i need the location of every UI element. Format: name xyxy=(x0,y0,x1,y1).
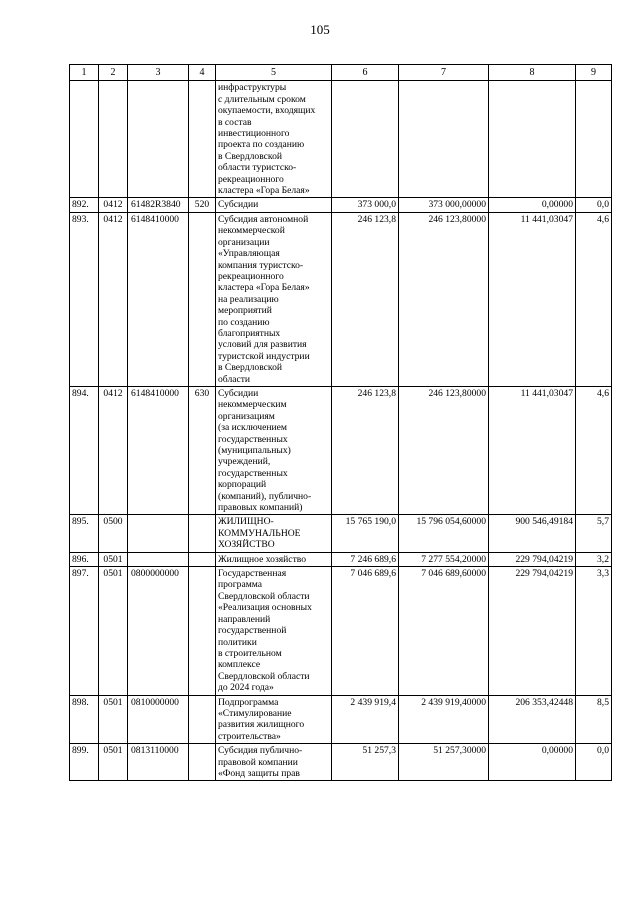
expense-type-code: 630 xyxy=(189,386,216,514)
item-name: Подпрограмма «Стимулирование развития жилищного строительства» xyxy=(216,695,332,744)
plan-amount xyxy=(332,81,399,198)
section-code: 0501 xyxy=(99,744,128,781)
executed-amount: 229 794,04219 xyxy=(489,567,576,695)
target-article-code xyxy=(128,81,189,198)
expense-type-code xyxy=(189,744,216,781)
adjusted-amount: 51 257,30000 xyxy=(399,744,489,781)
row-number: 894. xyxy=(70,386,99,514)
expense-type-code xyxy=(189,515,216,552)
section-code: 0501 xyxy=(99,552,128,566)
row-number: 896. xyxy=(70,552,99,566)
execution-percent: 4,6 xyxy=(576,212,612,386)
execution-percent: 0,0 xyxy=(576,198,612,212)
table-row xyxy=(70,515,612,552)
plan-amount: 15 765 190,0 xyxy=(332,515,399,552)
adjusted-amount: 373 000,00000 xyxy=(399,198,489,212)
table-row xyxy=(70,744,612,781)
header-cell: 8 xyxy=(489,65,576,81)
target-article-code: 6148410000 xyxy=(128,212,189,386)
executed-amount: 11 441,03047 xyxy=(489,386,576,514)
expense-type-code xyxy=(189,552,216,566)
row-number: 892. xyxy=(70,198,99,212)
target-article-code xyxy=(128,552,189,566)
item-name: инфраструктуры с длительным сроком окупаемости, входящих в состав инвестиционного проекта по созданию в Свердловской области туристско- рекреационного кластера «Гора Белая» xyxy=(216,81,332,198)
executed-amount: 0,00000 xyxy=(489,744,576,781)
budget-table xyxy=(69,64,612,781)
execution-percent: 4,6 xyxy=(576,386,612,514)
plan-amount: 246 123,8 xyxy=(332,386,399,514)
expense-type-code xyxy=(189,567,216,695)
row-number: 895. xyxy=(70,515,99,552)
page-number: 105 xyxy=(310,22,330,37)
table-row xyxy=(70,81,612,198)
adjusted-amount: 7 277 554,20000 xyxy=(399,552,489,566)
header-cell: 6 xyxy=(332,65,399,81)
section-code xyxy=(99,81,128,198)
header-cell: 4 xyxy=(189,65,216,81)
expense-type-code xyxy=(189,695,216,744)
adjusted-amount: 7 046 689,60000 xyxy=(399,567,489,695)
row-number: 898. xyxy=(70,695,99,744)
table-row xyxy=(70,212,612,386)
header-cell: 2 xyxy=(99,65,128,81)
plan-amount: 7 246 689,6 xyxy=(332,552,399,566)
item-name: Субсидии некоммерческим организациям (за исключением государственных (муниципальных) учреждений, государственных корпораций (компаний), публично- правовых компаний) xyxy=(216,386,332,514)
table-row xyxy=(70,198,612,212)
header-cell: 9 xyxy=(576,65,612,81)
table-row xyxy=(70,386,612,514)
header-cell: 3 xyxy=(128,65,189,81)
row-number: 899. xyxy=(70,744,99,781)
header-cell: 5 xyxy=(216,65,332,81)
expense-type-code: 520 xyxy=(189,198,216,212)
target-article-code: 0813110000 xyxy=(128,744,189,781)
target-article-code: 0810000000 xyxy=(128,695,189,744)
execution-percent: 3,2 xyxy=(576,552,612,566)
header-cell: 7 xyxy=(399,65,489,81)
plan-amount: 373 000,0 xyxy=(332,198,399,212)
executed-amount: 229 794,04219 xyxy=(489,552,576,566)
table-row xyxy=(70,552,612,566)
section-code: 0501 xyxy=(99,567,128,695)
adjusted-amount: 15 796 054,60000 xyxy=(399,515,489,552)
section-code: 0500 xyxy=(99,515,128,552)
target-article-code: 6148410000 xyxy=(128,386,189,514)
execution-percent: 0,0 xyxy=(576,744,612,781)
section-code: 0412 xyxy=(99,386,128,514)
execution-percent: 3,3 xyxy=(576,567,612,695)
expense-type-code xyxy=(189,212,216,386)
execution-percent xyxy=(576,81,612,198)
section-code: 0501 xyxy=(99,695,128,744)
item-name: Жилищное хозяйство xyxy=(216,552,332,566)
header-row xyxy=(70,65,612,81)
adjusted-amount: 2 439 919,40000 xyxy=(399,695,489,744)
item-name: Государственная программа Свердловской области «Реализация основных направлений государственной политики в строительном комплексе Свердловской области до 2024 года» xyxy=(216,567,332,695)
plan-amount: 7 046 689,6 xyxy=(332,567,399,695)
adjusted-amount: 246 123,80000 xyxy=(399,386,489,514)
plan-amount: 246 123,8 xyxy=(332,212,399,386)
expense-type-code xyxy=(189,81,216,198)
target-article-code: 61482R3840 xyxy=(128,198,189,212)
adjusted-amount xyxy=(399,81,489,198)
target-article-code: 0800000000 xyxy=(128,567,189,695)
plan-amount: 2 439 919,4 xyxy=(332,695,399,744)
section-code: 0412 xyxy=(99,198,128,212)
section-code: 0412 xyxy=(99,212,128,386)
target-article-code xyxy=(128,515,189,552)
execution-percent: 5,7 xyxy=(576,515,612,552)
executed-amount xyxy=(489,81,576,198)
executed-amount: 11 441,03047 xyxy=(489,212,576,386)
row-number: 893. xyxy=(70,212,99,386)
executed-amount: 900 546,49184 xyxy=(489,515,576,552)
execution-percent: 8,5 xyxy=(576,695,612,744)
executed-amount: 206 353,42448 xyxy=(489,695,576,744)
table-row xyxy=(70,567,612,695)
header-cell: 1 xyxy=(70,65,99,81)
table-row xyxy=(70,695,612,744)
row-number xyxy=(70,81,99,198)
plan-amount: 51 257,3 xyxy=(332,744,399,781)
item-name: Субсидия публично- правовой компании «Фонд защиты прав xyxy=(216,744,332,781)
adjusted-amount: 246 123,80000 xyxy=(399,212,489,386)
item-name: Субсидия автономной некоммерческой организации «Управляющая компания туристско- рекреационного кластера «Гора Белая» на реализацию мероприятий по созданию благоприятных условий для развития туристской индустрии в Свердловской области xyxy=(216,212,332,386)
item-name: Субсидии xyxy=(216,198,332,212)
item-name: ЖИЛИЩНО- КОММУНАЛЬНОЕ ХОЗЯЙСТВО xyxy=(216,515,332,552)
row-number: 897. xyxy=(70,567,99,695)
executed-amount: 0,00000 xyxy=(489,198,576,212)
